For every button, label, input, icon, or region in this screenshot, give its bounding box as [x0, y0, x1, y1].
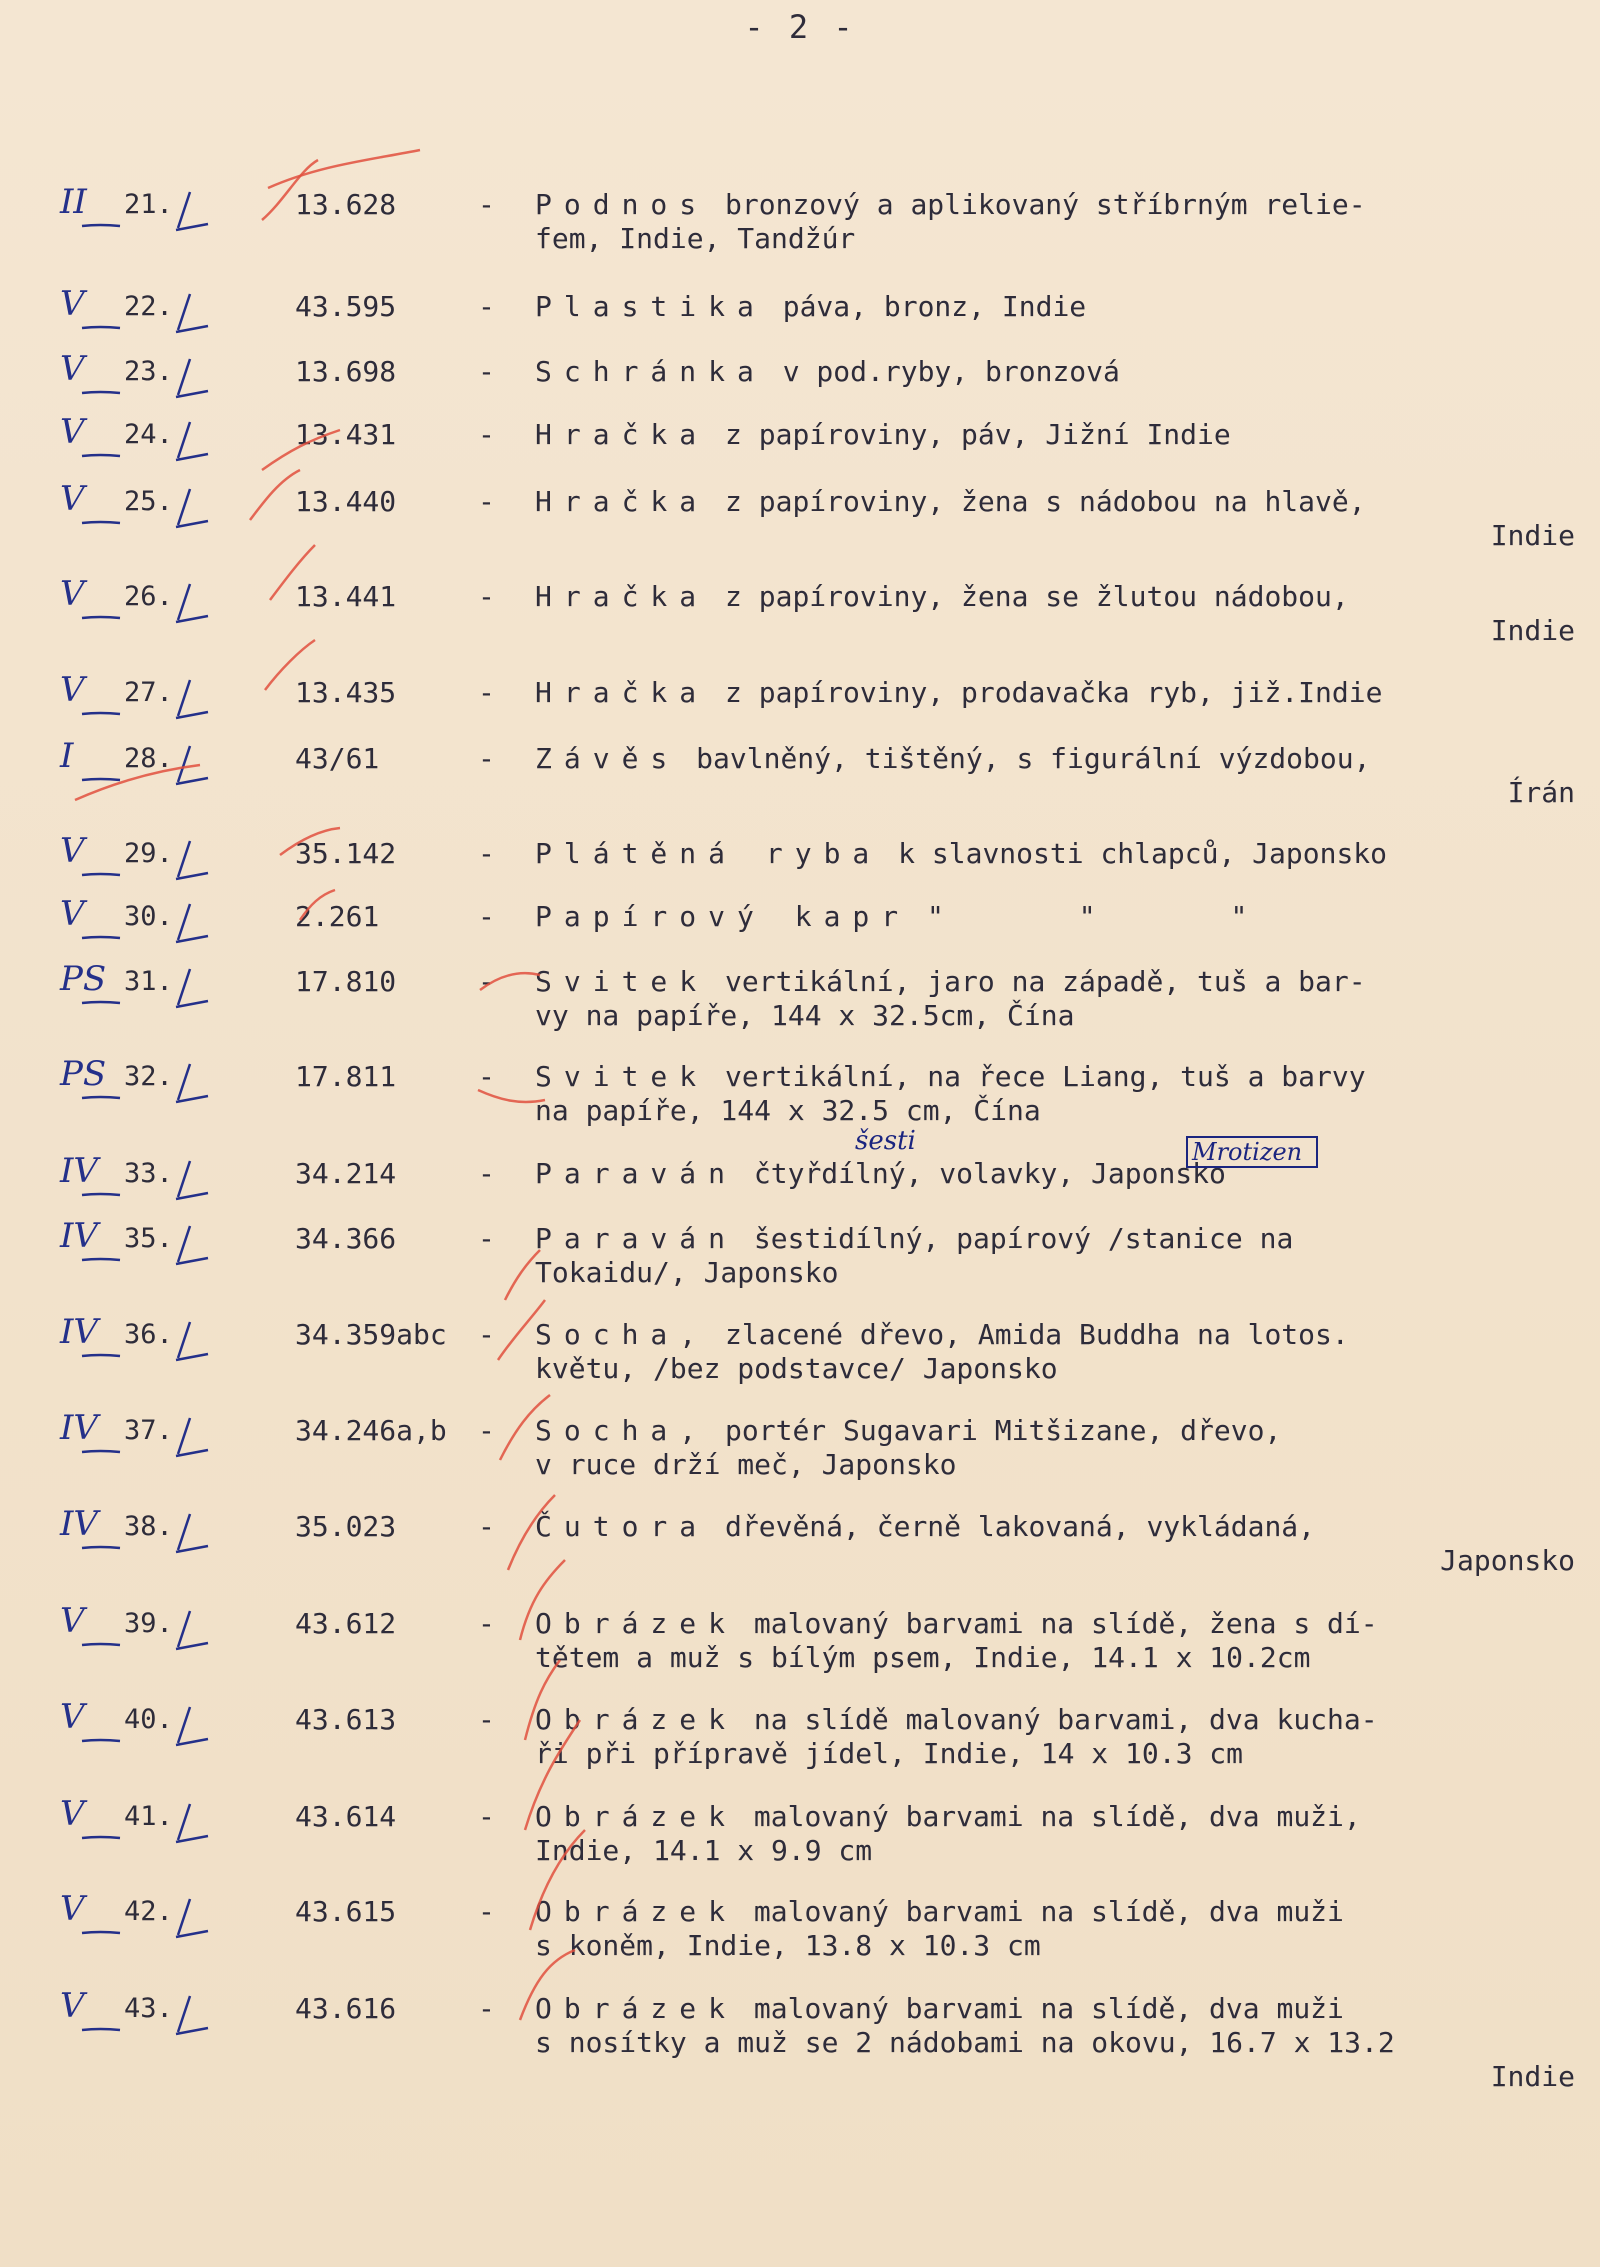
classification-mark: I [60, 736, 74, 776]
item-details: na slídě malovaný barvami, dva kucha- [753, 1703, 1378, 1736]
page-number: - 2 - [744, 8, 856, 46]
item-details: v pod.ryby, bronzová [782, 355, 1120, 388]
classification-mark: PS [60, 1054, 107, 1094]
item-keyword: Socha, [535, 1318, 709, 1351]
item-description [535, 1414, 1575, 1482]
item-keyword: Obrázek [535, 1703, 738, 1736]
handwritten-classification [60, 1151, 260, 1191]
item-number: 36. [124, 1319, 173, 1350]
handwritten-classification [60, 959, 260, 999]
item-number: 38. [124, 1511, 173, 1542]
separator-dash: - [478, 1318, 495, 1351]
handwritten-classification [60, 479, 260, 519]
item-number: 32. [124, 1061, 173, 1092]
classification-mark: V [60, 1697, 85, 1737]
item-details: " " " [927, 900, 1248, 933]
classification-mark: V [60, 1986, 85, 2026]
classification-mark: V [60, 284, 85, 324]
classification-mark: IV [60, 1504, 98, 1544]
inventory-number: 43.595 [295, 290, 397, 323]
handwritten-classification [60, 1601, 260, 1641]
item-keyword: Svitek [535, 1060, 709, 1093]
separator-dash: - [478, 742, 495, 775]
classification-mark: II [60, 182, 87, 222]
handwritten-classification [60, 182, 260, 222]
handwritten-classification [60, 736, 260, 776]
item-keyword: Plátěná ryba [535, 837, 882, 870]
item-number: 35. [124, 1223, 173, 1254]
item-number: 33. [124, 1158, 173, 1189]
item-description [535, 1703, 1575, 1771]
separator-dash: - [478, 1414, 495, 1447]
item-details-continued: s koněm, Indie, 13.8 x 10.3 cm [535, 1929, 1041, 1962]
separator-dash: - [478, 1800, 495, 1833]
separator-dash: - [478, 355, 495, 388]
item-details-continued: Írán [1507, 776, 1575, 809]
item-details-continued: Indie [1490, 2060, 1575, 2093]
classification-mark: V [60, 831, 85, 871]
item-details: šestidílný, papírový /stanice na [753, 1222, 1294, 1255]
item-keyword: Svitek [535, 965, 709, 998]
item-number: 29. [124, 838, 173, 869]
handwritten-classification [60, 284, 260, 324]
inventory-number: 43.612 [295, 1607, 397, 1640]
inventory-number: 13.431 [295, 418, 397, 451]
item-number: 40. [124, 1704, 173, 1735]
item-keyword: Paraván [535, 1222, 738, 1255]
classification-mark: IV [60, 1216, 98, 1256]
item-description [535, 1222, 1575, 1290]
item-description [535, 837, 1575, 871]
item-details: čtyřdílný, volavky, Japonsko [753, 1157, 1226, 1190]
item-description [535, 1157, 1575, 1191]
item-description [535, 676, 1575, 710]
item-number: 41. [124, 1801, 173, 1832]
handwritten-classification [60, 1504, 260, 1544]
item-details-continued: Indie [1490, 519, 1575, 552]
handwritten-classification [60, 574, 260, 614]
item-keyword: Závěs [535, 742, 680, 775]
inventory-number: 35.023 [295, 1510, 397, 1543]
item-number: 27. [124, 677, 173, 708]
handwritten-classification [60, 894, 260, 934]
item-number: 22. [124, 291, 173, 322]
item-number: 25. [124, 486, 173, 517]
item-details-continued: ři při přípravě jídel, Indie, 14 x 10.3 cm [535, 1737, 1244, 1770]
item-keyword: Hračka [535, 676, 709, 709]
item-number: 28. [124, 743, 173, 774]
item-keyword: Obrázek [535, 1895, 738, 1928]
item-description [535, 418, 1575, 452]
item-keyword: Čutora [535, 1510, 709, 1543]
item-details-continued: tětem a muž s bílým psem, Indie, 14.1 x 10.2cm [535, 1641, 1311, 1674]
item-number: 42. [124, 1896, 173, 1927]
separator-dash: - [478, 418, 495, 451]
inventory-number: 2.261 [295, 900, 380, 933]
item-details: malovaný barvami na slídě, dva muži [753, 1992, 1344, 2025]
separator-dash: - [478, 1895, 495, 1928]
item-description [535, 742, 1575, 810]
classification-mark: IV [60, 1312, 98, 1352]
item-keyword: Obrázek [535, 1992, 738, 2025]
item-details: portér Sugavari Mitšizane, dřevo, [725, 1414, 1282, 1447]
inventory-number: 43/61 [295, 742, 380, 775]
item-details-continued: Tokaidu/, Japonsko [535, 1256, 839, 1289]
item-details-continued: Japonsko [1440, 1544, 1575, 1577]
handwritten-classification [60, 1216, 260, 1256]
inventory-number: 34.359abc [295, 1318, 447, 1351]
separator-dash: - [478, 837, 495, 870]
handwritten-classification [60, 1054, 260, 1094]
separator-dash: - [478, 1607, 495, 1640]
inventory-number: 43.613 [295, 1703, 397, 1736]
item-description [535, 1800, 1575, 1868]
separator-dash: - [478, 1157, 495, 1190]
separator-dash: - [478, 188, 495, 221]
item-description [535, 188, 1575, 256]
item-details-continued: s nosítky a muž se 2 nádobami na okovu, 16.7 x 13.2 [535, 2026, 1395, 2059]
item-details-continued: Indie [1490, 614, 1575, 647]
item-details: bavlněný, tištěný, s figurální výzdobou, [696, 742, 1371, 775]
classification-mark: V [60, 1601, 85, 1641]
item-number: 31. [124, 966, 173, 997]
item-details: malovaný barvami na slídě, dva muži, [753, 1800, 1361, 1833]
inventory-number: 13.698 [295, 355, 397, 388]
item-description [535, 580, 1575, 648]
inventory-number: 34.214 [295, 1157, 397, 1190]
inventory-number: 13.435 [295, 676, 397, 709]
separator-dash: - [478, 485, 495, 518]
item-description [535, 965, 1575, 1033]
item-number: 43. [124, 1993, 173, 2024]
item-keyword: Papírový kapr [535, 900, 911, 933]
item-description [535, 1510, 1575, 1578]
item-description [535, 1992, 1575, 2094]
handwritten-classification [60, 1408, 260, 1448]
item-keyword: Hračka [535, 418, 709, 451]
separator-dash: - [478, 1222, 495, 1255]
item-number: 39. [124, 1608, 173, 1639]
item-description [535, 1318, 1575, 1386]
inventory-number: 17.810 [295, 965, 397, 998]
item-details-continued: v ruce drží meč, Japonsko [535, 1448, 957, 1481]
item-number: 30. [124, 901, 173, 932]
handwritten-classification [60, 349, 260, 389]
item-details-continued: fem, Indie, Tandžúr [535, 222, 856, 255]
inventory-number: 13.440 [295, 485, 397, 518]
item-number: 26. [124, 581, 173, 612]
separator-dash: - [478, 1703, 495, 1736]
handwritten-correction: šesti [855, 1126, 916, 1156]
item-details: zlacené dřevo, Amida Buddha na lotos. [725, 1318, 1349, 1351]
separator-dash: - [478, 1510, 495, 1543]
item-details: vertikální, na řece Liang, tuš a barvy [725, 1060, 1366, 1093]
item-keyword: Obrázek [535, 1607, 738, 1640]
handwritten-classification [60, 1794, 260, 1834]
item-description [535, 900, 1575, 934]
inventory-number: 43.615 [295, 1895, 397, 1928]
separator-dash: - [478, 1060, 495, 1093]
item-keyword: Hračka [535, 580, 709, 613]
item-description [535, 355, 1575, 389]
classification-mark: V [60, 349, 85, 389]
item-number: 21. [124, 189, 173, 220]
item-keyword: Plastika [535, 290, 766, 323]
item-keyword: Obrázek [535, 1800, 738, 1833]
inventory-number: 13.441 [295, 580, 397, 613]
item-keyword: Paraván [535, 1157, 738, 1190]
handwritten-classification [60, 1889, 260, 1929]
classification-mark: V [60, 894, 85, 934]
separator-dash: - [478, 580, 495, 613]
item-number: 24. [124, 419, 173, 450]
item-details: malovaný barvami na slídě, dva muži [753, 1895, 1344, 1928]
item-description [535, 290, 1575, 324]
separator-dash: - [478, 965, 495, 998]
item-details: bronzový a aplikovaný stříbrným relie- [725, 188, 1366, 221]
item-description [535, 485, 1575, 553]
item-details-continued: na papíře, 144 x 32.5 cm, Čína [535, 1094, 1041, 1127]
inventory-number: 43.616 [295, 1992, 397, 2025]
inventory-number: 35.142 [295, 837, 397, 870]
inventory-number: 34.366 [295, 1222, 397, 1255]
handwritten-classification [60, 1697, 260, 1737]
item-details: vertikální, jaro na západě, tuš a bar- [725, 965, 1366, 998]
classification-mark: V [60, 479, 85, 519]
item-number: 37. [124, 1415, 173, 1446]
item-keyword: Socha, [535, 1414, 709, 1447]
classification-mark: V [60, 574, 85, 614]
item-description [535, 1060, 1575, 1128]
item-details-continued: vy na papíře, 144 x 32.5cm, Čína [535, 999, 1075, 1032]
inventory-number: 34.246a,b [295, 1414, 447, 1447]
inventory-number: 13.628 [295, 188, 397, 221]
handwritten-classification [60, 412, 260, 452]
item-details: dřevěná, černě lakovaná, vykládaná, [725, 1510, 1316, 1543]
item-details: k slavnosti chlapců, Japonsko [898, 837, 1388, 870]
item-description [535, 1607, 1575, 1675]
item-details-continued: květu, /bez podstavce/ Japonsko [535, 1352, 1058, 1385]
separator-dash: - [478, 676, 495, 709]
classification-mark: PS [60, 959, 107, 999]
classification-mark: V [60, 1794, 85, 1834]
item-details: z papíroviny, žena s nádobou na hlavě, [725, 485, 1366, 518]
handwritten-classification [60, 670, 260, 710]
classification-mark: IV [60, 1408, 98, 1448]
classification-mark: IV [60, 1151, 98, 1191]
item-keyword: Podnos [535, 188, 709, 221]
item-details: z papíroviny, žena se žlutou nádobou, [725, 580, 1349, 613]
item-details-continued: Indie, 14.1 x 9.9 cm [535, 1834, 873, 1867]
separator-dash: - [478, 290, 495, 323]
item-keyword: Schránka [535, 355, 766, 388]
handwritten-classification [60, 831, 260, 871]
item-description [535, 1895, 1575, 1963]
separator-dash: - [478, 1992, 495, 2025]
item-number: 23. [124, 356, 173, 387]
classification-mark: V [60, 412, 85, 452]
item-details: z papíroviny, páv, Jižní Indie [725, 418, 1231, 451]
classification-mark: V [60, 1889, 85, 1929]
handwritten-classification [60, 1986, 260, 2026]
item-details: páva, bronz, Indie [782, 290, 1087, 323]
separator-dash: - [478, 900, 495, 933]
item-keyword: Hračka [535, 485, 709, 518]
item-details: malovaný barvami na slídě, žena s dí- [753, 1607, 1378, 1640]
handwritten-crossout-note: Mrotizen [1186, 1136, 1318, 1168]
classification-mark: V [60, 670, 85, 710]
handwritten-classification [60, 1312, 260, 1352]
inventory-number: 43.614 [295, 1800, 397, 1833]
item-details: z papíroviny, prodavačka ryb, již.Indie [725, 676, 1383, 709]
inventory-number: 17.811 [295, 1060, 397, 1093]
